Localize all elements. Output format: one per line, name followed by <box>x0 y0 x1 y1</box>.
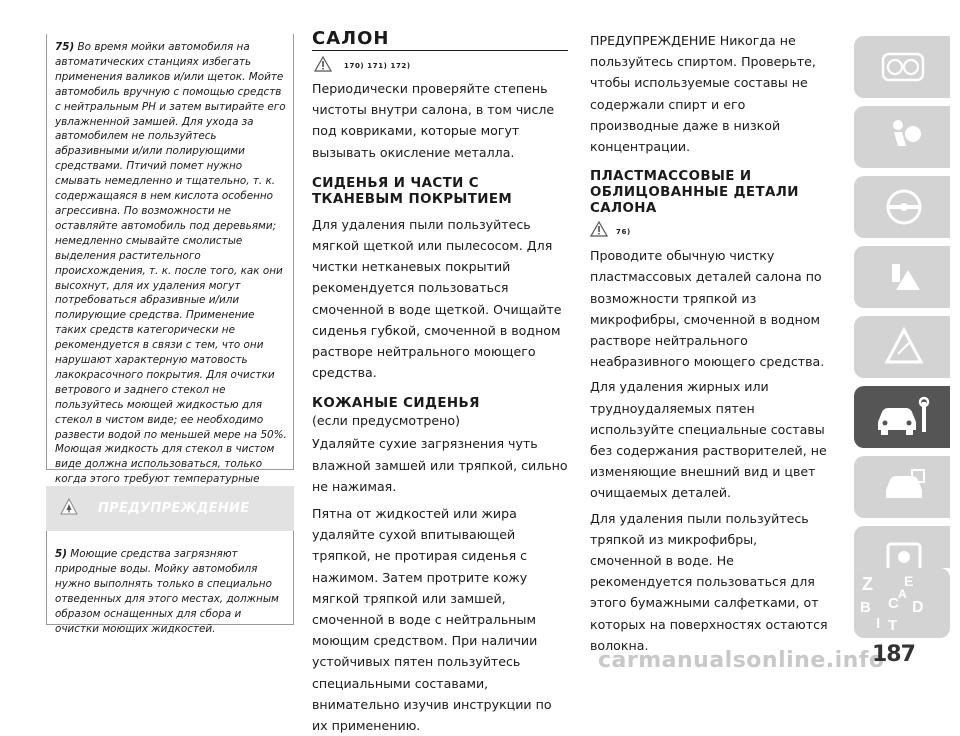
plastic-heading: ПЛАСТМАССОВЫЕ И ОБЛИЦОВАННЫЕ ДЕТАЛИ САЛОНА <box>590 169 799 217</box>
leather-para-2: Пятна от жидкостей или жира удаляйте сухой впитывающей тряпкой, не протирая сиденья с нажимом. Затем протрите кожу мягкой тряпкой или замшей, смоченной в воде с нейтральным моющим средством. При наличии устойчивых пятен пользуйтесь специальными составами, внимательно изучив инструкции по их применению. <box>312 506 552 734</box>
salon-refs: 170) 171) 172) <box>344 62 411 70</box>
index-letter: B <box>860 599 871 616</box>
steering-wheel-icon <box>884 186 924 228</box>
plastic-para-1: Проводите обычную чистку пластмассовых деталей салона по возможности тряпкой из микрофибры, смоченной в водном растворе нейтрального неабразивного моющего средства. <box>590 248 825 370</box>
warning-5-box <box>46 531 294 635</box>
caution-icon <box>314 56 332 76</box>
index-letter: T <box>888 617 898 634</box>
plastic-para-3: Для удаления пыли пользуйтесь тряпкой из микрофибры, смоченной в воде. Не рекомендуется пользоваться для этого бумажными салфетками, от которых на поверхностях остаются волокна. <box>590 510 828 653</box>
plastic-para-2: Для удаления жирных или трудноудаляемых пятен используйте специальные составы без содержания растворителей, не изменяющие внешний вид и цвет очищаемых деталей. <box>590 379 827 501</box>
nav-tab-safety[interactable] <box>854 106 950 168</box>
warning-light-icon <box>882 256 924 298</box>
note-75-number: 75) <box>55 41 75 53</box>
specifications-icon <box>882 468 926 506</box>
warning-5-number: 5) <box>55 548 67 560</box>
alcohol-warning-para: ПРЕДУПРЕЖДЕНИЕ Никогда не пользуйтесь спиртом. Проверьте, чтобы используемые составы не содержали спирт и его производные даже в низкой концентрации. <box>590 33 816 155</box>
airbag-icon <box>882 116 924 158</box>
watermark: carmanualsonline.info <box>598 648 885 673</box>
dashboard-icon <box>880 48 926 86</box>
leather-subheading: (если предусмотрено) <box>312 413 461 429</box>
plastic-warning-refs <box>590 223 832 241</box>
seats-para: Для удаления пыли пользуйтесь мягкой щеткой или пылесосом. Для чистки нетканевых покрытий рекомендуется пользоваться смоченной в воде щеткой. Очищайте сиденья губкой, смоченной в водном растворе нейтрального моющего средства. <box>312 216 562 381</box>
nav-tab-dashboard[interactable] <box>854 36 950 98</box>
nav-tab-starting[interactable] <box>854 176 950 238</box>
nav-tab-maintenance[interactable] <box>854 386 950 448</box>
leather-heading: КОЖАНЫЕ СИДЕНЬЯ <box>312 396 480 412</box>
salon-para-1: Периодически проверяйте степень чистоты внутри салона, в том числе под ковриками, которые могут вызывать окисление металла. <box>312 81 555 160</box>
nav-tab-index[interactable] <box>854 568 950 638</box>
salon-body <box>312 78 570 736</box>
warning-title: ПРЕДУПРЕЖДЕНИЕ <box>98 501 250 516</box>
right-column <box>590 30 832 656</box>
warning-header <box>46 486 294 531</box>
index-letters-icon <box>854 568 950 638</box>
index-letter: D <box>912 599 924 616</box>
warning-5-text: Моющие средства загрязняют природные воды. Мойку автомобиля нужно выполнять только в специально отведенных для этого местах, должным образом оснащенных для сбора и очистки моющих жидкостей. <box>55 548 279 635</box>
index-letter: I <box>876 615 881 632</box>
salon-column <box>312 28 570 49</box>
index-letter: C <box>888 595 899 612</box>
caution-icon <box>590 221 608 243</box>
note-75-box <box>46 34 294 486</box>
nav-tab-warnings[interactable] <box>854 246 950 308</box>
nav-tab-specifications[interactable] <box>854 456 950 518</box>
index-letter: A <box>898 587 907 601</box>
note-75-text: Во время мойки автомобиля на автоматических станциях избегать применения валиков и/или щеток. Мойте автомобиль вручную с помощью средств с нейтральным PH и затем вытирайте его увлажненной замшей. Для ухода за автомобилем не пользуйтесь абразивными и/или полирующими средствами. Птичий помет нужно смывать немедленно и тщательно, т. к. содержащаяся в нем кислота особенно агрессивна. По возможности не оставляйте автомобиль под деревьями; немедленно смывайте смолистые выделения растительного происхождения, т. к. после того, как они высохнут, для их удаления могут потребоваться абразивные и/или полирующие средства. Применение таких средств категорически не рекомендуется в связи с тем, что они нарушают характерную матовость лакокрасочного покрытия. Для очистки ветрового и заднего стекол не пользуйтесь моющей жидкостью для стекол в чистом виде; ее необходимо развести водой по меньшей мере на 50%. Моющая жидкость для стекол в чистом виде должна использоваться, только когда этого требуют температурные <box>55 41 287 486</box>
car-maintenance-icon <box>872 396 934 438</box>
index-letter: Z <box>862 574 873 594</box>
title-rule <box>312 50 568 51</box>
warning-environment-icon <box>60 498 78 519</box>
leather-para-1: Удаляйте сухие загрязнения чуть влажной замшей или тряпкой, сильно не нажимая. <box>312 436 568 494</box>
seats-heading: СИДЕНЬЯ И ЧАСТИ С ТКАНЕВЫМ ПОКРЫТИЕМ <box>312 175 513 207</box>
salon-title: САЛОН <box>312 28 390 49</box>
salon-warning-refs <box>314 56 411 76</box>
index-letter: E <box>904 573 914 589</box>
emergency-triangle-icon <box>884 326 924 368</box>
plastic-refs: 76) <box>616 227 631 236</box>
nav-tab-emergency[interactable] <box>854 316 950 378</box>
page-number: 187 <box>872 642 915 667</box>
